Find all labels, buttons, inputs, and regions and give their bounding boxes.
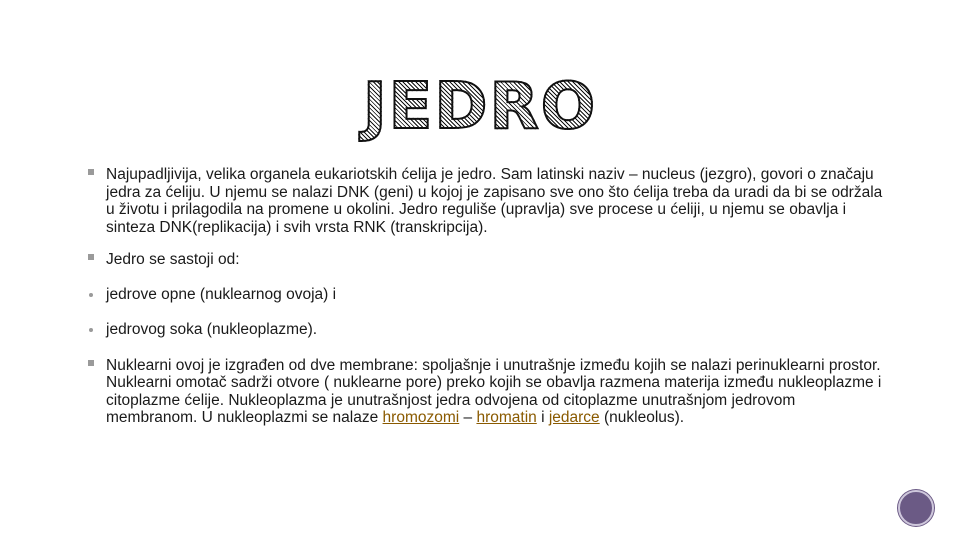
paragraph-intro — [88, 166, 888, 236]
slide-badge-icon — [898, 490, 934, 526]
paragraph-intro-text: Najupadljivija, velika organela eukariotskih ćelija je jedro. Sam latinski naziv – nucleus (jezgro), govori o značaju jedra za ćeliju. U njemu se nalazi DNK (geni) u kojoj je zapisano sve ono što ćelija treba da uradi da bi se održala u životu i prilagodila na promene u okolini. Jedro reguliše (upravlja) sve procese u ćeliji, u njemu se obavlja i sinteza DNK(replikacija) i svih vrsta RNK (transkripcija). — [106, 166, 883, 236]
slide-content — [88, 166, 888, 427]
dot-bullet-icon — [89, 293, 93, 297]
paragraph-envelope-text: Nuklearni ovoj je izgrađen od dve membrane: spoljašnje i unutrašnje između kojih se nalazi perinuklearni prostor. Nuklearni omotač sadrži otvore ( nuklearne pore) preko kojih se obavlja razmena materija između nukleoplazme i citoplazme ćelije. Nukleoplazma je unutrašnjost jedra odvojena od citoplazme unutrašnjom jedrovom membranom. U nukleoplazmi se nalaze — [106, 356, 882, 426]
square-bullet-icon — [88, 169, 94, 175]
square-bullet-icon — [88, 254, 94, 260]
dot-bullet-icon — [89, 328, 93, 332]
link-jedarce[interactable]: jedarce — [548, 409, 600, 426]
paragraph-envelope-end: (nukleolus). — [599, 409, 685, 426]
list-item-nuclear-envelope — [88, 286, 888, 304]
list-item-nucleoplasm-text: jedrovog soka (nukleoplazme). — [106, 321, 318, 338]
square-bullet-icon — [88, 360, 94, 366]
list-item-nucleoplasm — [88, 321, 888, 339]
separator-dash: – — [459, 409, 477, 426]
paragraph-composition — [88, 251, 888, 269]
link-hromozomi[interactable]: hromozomi — [382, 409, 460, 426]
slide-title: JEDRO — [0, 72, 960, 142]
link-hromatin[interactable]: hromatin — [476, 409, 537, 426]
paragraph-composition-text: Jedro se sastoji od: — [106, 251, 240, 268]
list-item-nuclear-envelope-text: jedrove opne (nuklearnog ovoja) i — [106, 285, 337, 303]
paragraph-envelope-details — [88, 357, 888, 427]
separator-and: i — [536, 409, 549, 426]
